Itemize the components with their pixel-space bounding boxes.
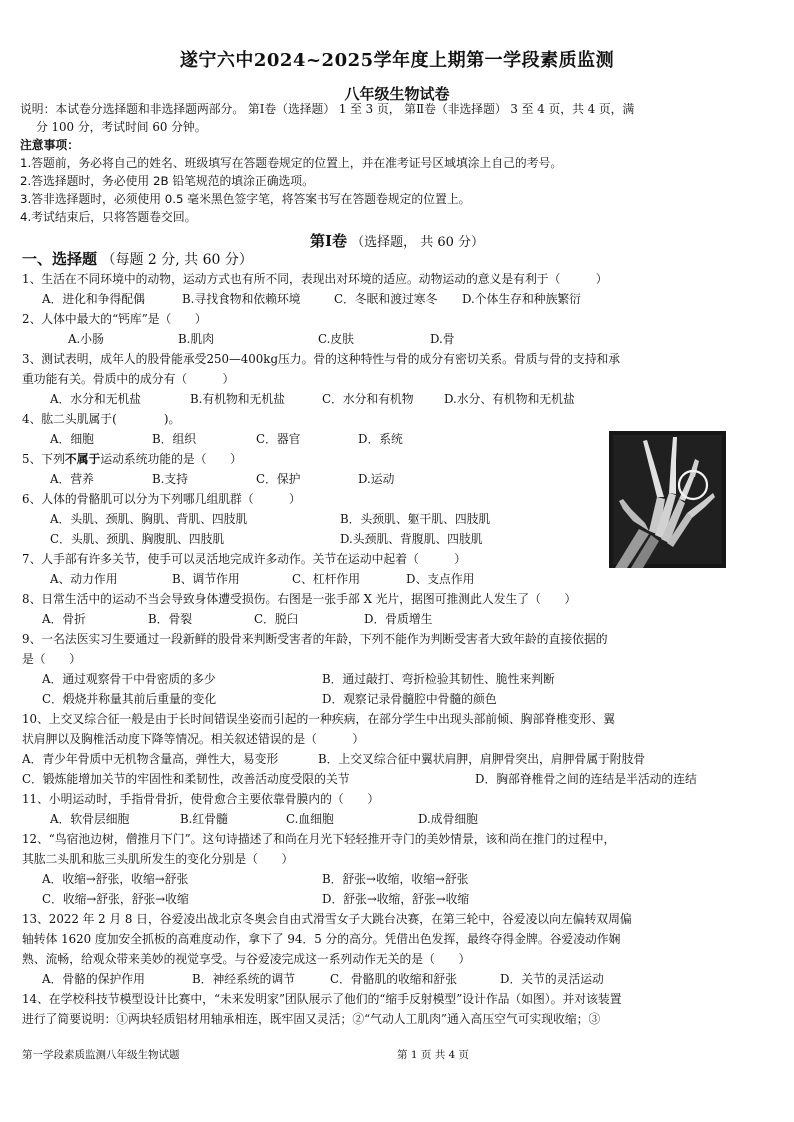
option: D.运动 — [358, 472, 395, 486]
option: B.寻找食物和依赖环境 — [182, 292, 301, 306]
question-2: 2、人体中最大的“钙库”是（ ） — [22, 312, 207, 326]
question-9-line2: 是（ ） — [22, 652, 81, 666]
question-5 — [22, 451, 242, 467]
question-9-option-a: A．通过观察骨干中骨密质的多少 — [42, 672, 216, 686]
option: C．冬眠和渡过寒冬 — [334, 292, 438, 306]
question-3-line2: 重功能有关。骨质中的成分有（ ） — [22, 372, 235, 386]
note-item-4: 4.考试结束后，只将答题卷交回。 — [20, 210, 197, 224]
option: B.肌肉 — [178, 332, 215, 346]
option: C.皮肤 — [318, 332, 354, 346]
question-7-options — [50, 571, 474, 587]
option: B.有机物和无机盐 — [190, 392, 285, 406]
option: A、动力作用 — [50, 572, 118, 586]
option: B.支持 — [152, 472, 189, 486]
question-6-option-c: C．头肌、颈肌、胸腹肌、四肢肌 — [50, 532, 225, 546]
option: D.个体生存和种族繁衍 — [462, 292, 581, 306]
note-item-3: 3.答非选择题时，必须使用 0.5 毫米黑色签字笔，将答案书写在答题卷规定的位置上。 — [20, 192, 471, 206]
question-3-options — [50, 391, 575, 407]
question-10-line2: 状肩胛以及胸椎活动度下降等情况。相关叙述错误的是（ ） — [22, 732, 365, 746]
question-1: 1、生活在不同环境中的动物，运动方式也有所不同，表现出对环境的适应。动物运动的意义是有利于（ ） — [22, 272, 608, 286]
option: D.水分、有机物和无机盐 — [444, 392, 575, 406]
option: B．骨裂 — [148, 612, 193, 626]
option: D．关节的灵活运动 — [500, 972, 604, 986]
option: C．器官 — [256, 432, 301, 446]
option: D、支点作用 — [406, 572, 475, 586]
section-heading — [22, 248, 253, 269]
option: A．进化和争得配偶 — [42, 292, 145, 306]
question-13-options — [42, 971, 604, 987]
exam-title: 遂宁六中2024~2025学年度上期第一学段素质监测 — [179, 50, 615, 71]
question-6-option-d: D.头颈肌、背腹肌、四肢肌 — [340, 532, 483, 546]
question-12-line1: 12、“鸟宿池边树，僧推月下门”。这句诗描述了和尚在月光下轻轻推开寺门的美妙情景，该和尚在推门的过程中， — [22, 832, 616, 846]
note-item-2: 2.答选择题时，务必使用 2B 铅笔规范的填涂正确选项。 — [20, 174, 314, 188]
option: B．组织 — [152, 432, 197, 446]
question-6-option-a: A．头肌、颈肌、胸肌、背肌、四肢肌 — [50, 512, 248, 526]
section-title: 一、选择题 — [22, 250, 98, 268]
option: C．骨骼肌的收缩和舒张 — [330, 972, 457, 986]
option: A．骨骼的保护作用 — [42, 972, 145, 986]
question-9-line1: 9、一名法医实习生要通过一段新鲜的股骨来判断受害者的年龄，下列不能作为判断受害者大致年龄的直接依据的 — [22, 632, 608, 646]
option: C．脱臼 — [254, 612, 299, 626]
footer-left: 第一学段素质监测八年级生物试题 — [22, 1049, 180, 1061]
option: A．细胞 — [50, 432, 94, 446]
intro-desc-line2: 分 100 分，考试时间 60 分钟。 — [36, 120, 207, 134]
notes-title: 注意事项： — [20, 138, 79, 152]
question-12-option-b: B．舒张→收缩，收缩→舒张 — [322, 872, 469, 886]
question-12-line2: 其肱二头肌和肱三头肌所发生的变化分别是（ ） — [22, 852, 294, 866]
option: D．系统 — [358, 432, 403, 446]
question-12-option-a: A．收缩→舒张，收缩→舒张 — [42, 872, 189, 886]
question-10-option-b: B．上交叉综合征中翼状肩胛，肩胛骨突出，肩胛骨属于附肢骨 — [318, 752, 646, 766]
question-2-options — [68, 331, 455, 347]
question-5-options — [50, 471, 394, 487]
question-5-emphasis: 不属于 — [64, 452, 101, 466]
option: C.血细胞 — [286, 812, 334, 826]
question-11-options — [50, 811, 478, 827]
question-10-option-a: A．青少年骨质中无机物含量高，弹性大，易变形 — [22, 752, 279, 766]
question-9-option-b: B．通过敲打、弯折检验其韧性、脆性来判断 — [322, 672, 555, 686]
question-7: 7、人手部有许多关节，使手可以灵活地完成许多动作。关节在运动中起着（ ） — [22, 552, 466, 566]
option: A．软骨层细胞 — [50, 812, 130, 826]
option: D．骨质增生 — [364, 612, 433, 626]
question-9-option-c: C．煅烧并称量其前后重量的变化 — [42, 692, 217, 706]
note-item-1: 1.答题前，务必将自己的姓名、班级填写在答题卷规定的位置上，并在准考证号区域填涂上自己的考号。 — [20, 156, 563, 170]
question-13-line1: 13、2022 年 2 月 8 日，谷爱凌出战北京冬奥会自由式滑雪女子大跳台决赛，在第三轮中，谷爱凌以向左偏转双周偏 — [22, 912, 632, 926]
footer-page-number: 第 1 页 共 4 页 — [397, 1049, 470, 1061]
question-14-line2: 进行了简要说明：①两块轻质铝材用轴承相连，既牢固又灵活；②“气动人工肌肉”通入高压空气可实现收缩；③ — [22, 1012, 601, 1026]
option: C．水分和有机物 — [322, 392, 414, 406]
question-4-options — [50, 431, 403, 447]
question-5-text-b: 运动系统功能的是（ ） — [100, 452, 242, 466]
option: B．神经系统的调节 — [192, 972, 296, 986]
hand-xray-image — [609, 431, 726, 568]
option: A．水分和无机盐 — [50, 392, 142, 406]
question-8: 8、日常生活中的运动不当会导致身体遭受损伤。右图是一张手部 X 光片，据图可推测此人发生了（ ） — [22, 592, 577, 606]
option: B、调节作用 — [172, 572, 240, 586]
exam-subtitle: 八年级生物试卷 — [344, 85, 450, 103]
question-11: 11、小明运动时，手指骨骨折，使骨愈合主要依靠骨膜内的（ ） — [22, 792, 380, 806]
question-3-line1: 3、测试表明，成年人的股骨能承受250—400kg压力。骨的这种特性与骨的成分有密切关系。骨质与骨的支持和承 — [22, 352, 621, 366]
option: A．营养 — [50, 472, 94, 486]
question-13-line2: 轴转体 1620 度加安全抓板的高难度动作，拿下了 94．5 分的高分。凭借出色发挥，最终夺得金牌。谷爱凌动作娴 — [22, 932, 621, 946]
option: D.骨 — [430, 332, 455, 346]
option: D.成骨细胞 — [418, 812, 478, 826]
question-8-options — [42, 611, 432, 627]
question-12-option-d: D．舒张→收缩，舒张→收缩 — [322, 892, 470, 906]
option: A.小肠 — [68, 332, 104, 346]
intro-desc-line1: 说明：本试卷分选择题和非选择题两部分。 第Ⅰ卷（选择题） 1 至 3 页， 第Ⅱ卷（非选择题） 3 至 4 页，共 4 页，满 — [20, 102, 635, 116]
option: A．骨折 — [42, 612, 86, 626]
question-5-text-a: 5、下列 — [22, 452, 65, 466]
question-9-option-d: D．观察记录骨髓腔中骨髓的颜色 — [322, 692, 497, 706]
question-13-line3: 熟、流畅，给观众带来美妙的视觉享受。与谷爱凌完成这一系列动作无关的是（ ） — [22, 952, 471, 966]
part-one-title: 第Ⅰ卷 — [309, 232, 347, 250]
option: C、杠杆作用 — [292, 572, 361, 586]
question-10-line1: 10、上交叉综合征一般是由于长时间错误坐姿而引起的一种疾病，在部分学生中出现头部前倾、胸部脊椎变形、翼 — [22, 712, 616, 726]
option: C．保护 — [256, 472, 301, 486]
part-one-note: （选择题， 共 60 分） — [351, 235, 485, 250]
question-14-line1: 14、在学校科技节模型设计比赛中，“未来发明家”团队展示了他们的“缩手反射模型”设计作品（如图）。并对该装置 — [22, 992, 622, 1006]
question-4: 4、肱二头肌属于( )。 — [22, 412, 181, 426]
question-6: 6、人体的骨骼肌可以分为下列哪几组肌群（ ） — [22, 492, 301, 506]
section-note: （每题 2 分, 共 60 分） — [101, 252, 253, 268]
question-12-option-c: C．收缩→舒张，舒张→收缩 — [42, 892, 189, 906]
question-10-option-c: C．锻炼能增加关节的牢固性和柔韧性，改善活动度受限的关节 — [22, 772, 350, 786]
option: B.红骨髓 — [180, 812, 228, 826]
question-10-option-d: D．胸部脊椎骨之间的连结是半活动的连结 — [475, 772, 697, 786]
question-6-option-b: B．头颈肌、躯干肌、四肢肌 — [340, 512, 491, 526]
question-1-options — [42, 291, 581, 307]
